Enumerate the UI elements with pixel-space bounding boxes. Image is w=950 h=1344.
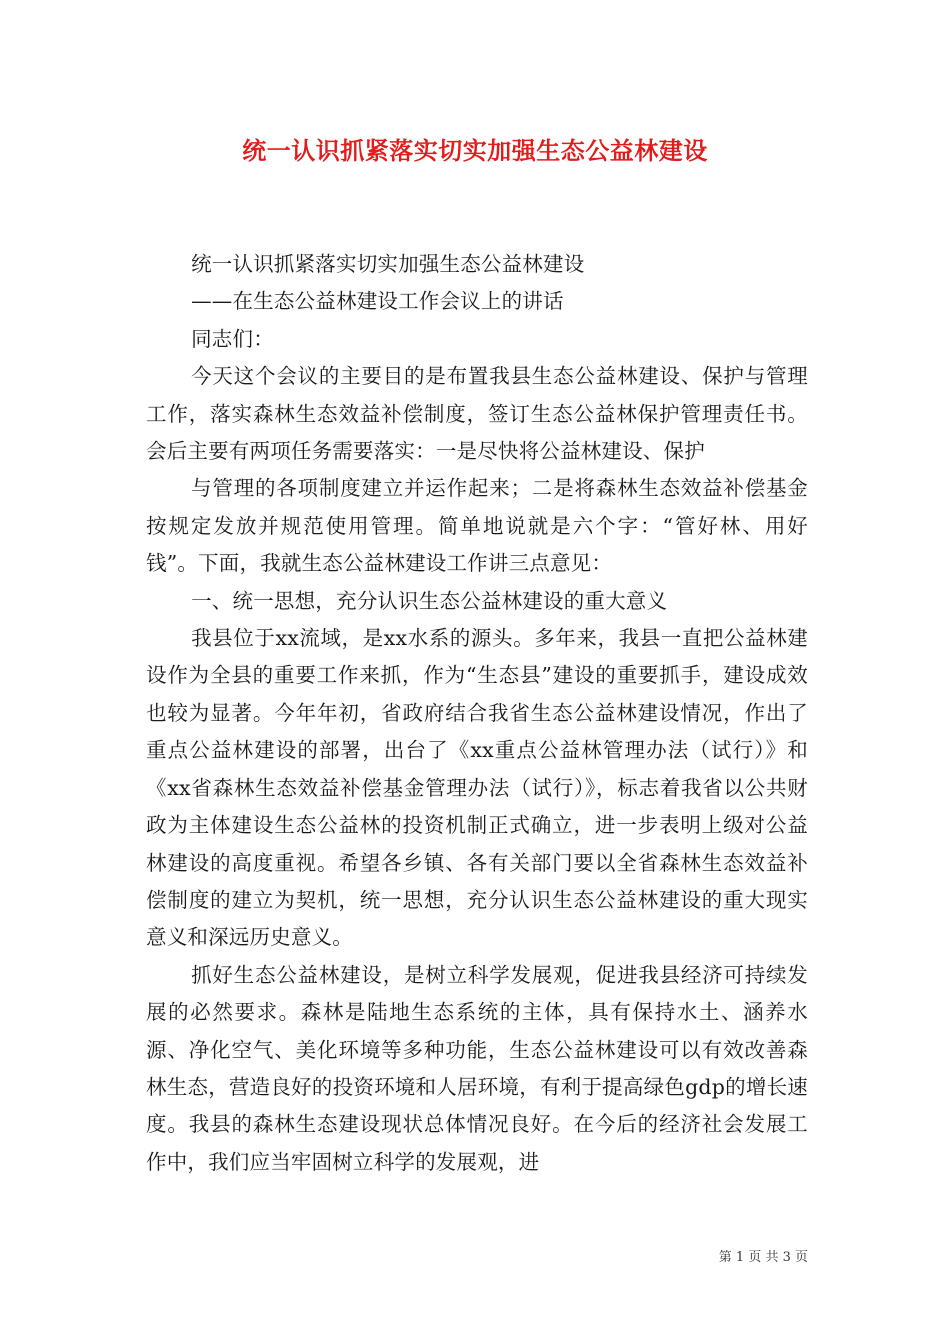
speech-title: 统一认识抓紧落实切实加强生态公益林建设	[191, 252, 585, 276]
section-heading: 一、统一思想，充分认识生态公益林建设的重大意义	[191, 588, 668, 613]
paragraph: 今天这个会议的主要目的是布置我县生态公益林建设、保护与管理工作，落实森林生态效益补偿制度，签订生态公益林保护管理责任书。会后主要有两项任务需要落实：一是尽快将公益林建设、保护	[146, 364, 808, 464]
speech-subtitle: ——在生态公益林建设工作会议上的讲话	[191, 289, 564, 314]
document-body	[146, 246, 808, 1181]
salutation: 同志们：	[191, 326, 274, 351]
paragraph: 抓好生态公益林建设，是树立科学发展观，促进我县经济可持续发展的必然要求。森林是陆地生态系统的主体，具有保持水土、涵养水源、净化空气、美化环境等多种功能，生态公益林建设可以有效改善森林生态，营造良好的投资环境和人居环境，有利于提高绿色gdp的增长速度。我县的森林生态建设现状总体情况良好。在今后的经济社会发展工作中，我们应当牢固树立科学的发展观，进	[146, 962, 808, 1174]
paragraph: 我县位于xx流域，是xx水系的源头。多年来，我县一直把公益林建设作为全县的重要工作来抓，作为“生态县”建设的重要抓手，建设成效也较为显著。今年年初，省政府结合我省生态公益林建设情况，作出了重点公益林建设的部署，出台了《xx重点公益林管理办法（试行）》和《xx省森林生态效益补偿基金管理办法（试行）》，标志着我省以公共财政为主体建设生态公益林的投资机制正式确立，进一步表明上级对公益林建设的高度重视。希望各乡镇、各有关部门要以全省森林生态效益补偿制度的建立为契机，统一思想，充分认识生态公益林建设的重大现实意义和深远历史意义。	[146, 626, 808, 950]
document-title: 统一认识抓紧落实切实加强生态公益林建设	[242, 136, 708, 165]
page-number: 第 1 页 共 3 页	[718, 1250, 808, 1265]
paragraph: 与管理的各项制度建立并运作起来；二是将森林生态效益补偿基金按规定发放并规范使用管理。简单地说就是六个字：“管好林、用好钱”。下面，我就生态公益林建设工作讲三点意见：	[146, 476, 808, 576]
